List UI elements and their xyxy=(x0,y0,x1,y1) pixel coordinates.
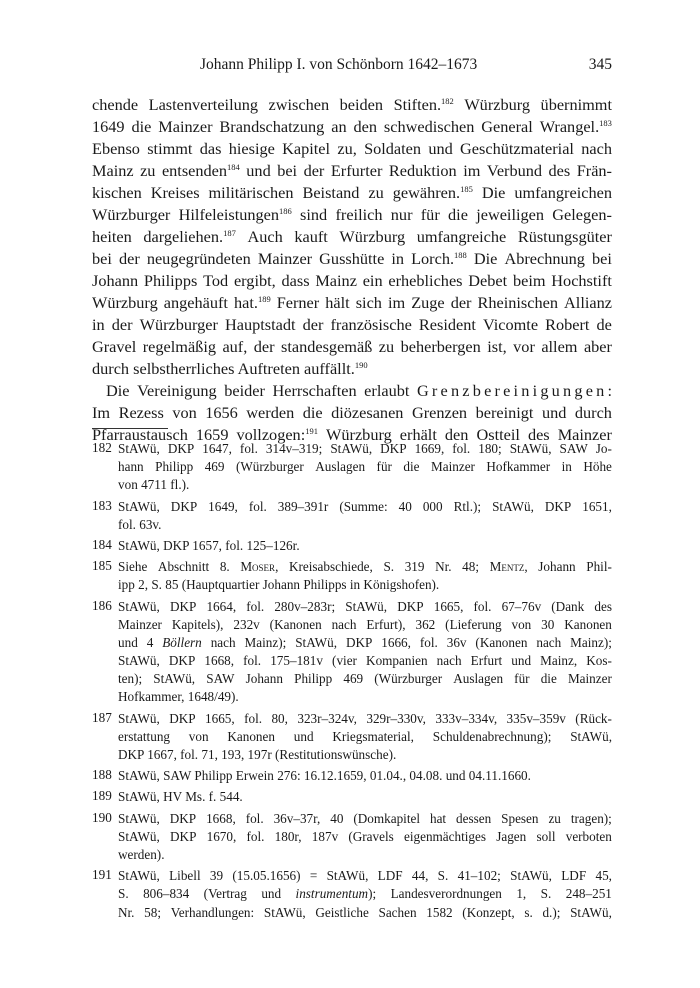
footnote-line: StAWü, DKP 1647, fol. 314v–319; StAWü, DKP 1669, fol. 180; StAWü, SAW Jo- xyxy=(118,441,612,456)
text-line: 1649 die Mainzer Brandschatzung an den schwedischen General Wrangel.$^{183}$ xyxy=(92,117,612,136)
footnote-number: 185 xyxy=(92,558,112,574)
footnote-number: 182 xyxy=(92,440,112,455)
text-line: bei der neugegründeten Mainzer Gusshütte in Lorch.$^{188}$ Die Abrechnung bei xyxy=(92,249,612,268)
text-line: Pfarraustausch 1659 vollzogen:$^{191}$ Würzburg erhält den Ostteil des Mainzer xyxy=(92,425,612,444)
footnote-number: 184 xyxy=(92,536,112,552)
text-line: heiten dargeliehen.$^{187}$ Auch kauft Würzburg umfangreiche Rüstungsgüter xyxy=(92,227,612,246)
running-title: Johann Philipp I. von Schönborn 1642–1673 xyxy=(200,56,478,73)
text-line: Gravel regelmäßig auf, der standesgemäß zu beherbergen ist, vor allem aber xyxy=(92,337,612,356)
footnote-line: werden). xyxy=(118,846,165,862)
footnote-number: 188 xyxy=(92,767,112,783)
footnote-number: 191 xyxy=(92,867,112,883)
main-text xyxy=(92,94,612,446)
footnote-line: StAWü, HV Ms. f. 544. xyxy=(118,789,243,805)
footnote-line: StAWü, Libell 39 (15.05.1656) = StAWü, LDF 44, S. 41–102; StAWü, LDF 45, xyxy=(118,868,612,884)
footnote xyxy=(92,498,612,534)
text-line: Im Rezess von 1656 werden die diözesanen Grenzen bereinigt und durch xyxy=(92,403,612,422)
footnote-line: Siehe Abschnitt 8. Moser, Kreisabschiede, S. 319 Nr. 48; Mentz, Johann Phil- xyxy=(118,559,612,575)
footnote-ref: 187 xyxy=(223,228,236,238)
footnote-line: von 4711 fl.). xyxy=(118,477,190,493)
footnote-line: Mainzer Kapitels), 232v (Kanonen nach Erfurt), 362 (Lieferung von 30 Kanonen xyxy=(118,616,612,632)
footnote-line: und 4 Böllern nach Mainz); StAWü, DKP 1666, fol. 36v (Kanonen nach Mainz); xyxy=(118,634,612,650)
footnote xyxy=(92,537,612,555)
footnote-line: StAWü, DKP 1668, fol. 36v–37r, 40 (Domkapitel hat dessen Spesen zu tragen); xyxy=(118,810,612,826)
footnote-line: Nr. 58; Verhandlungen: StAWü, Geistliche Sachen 1582 (Konzept, s. d.); StAWü, xyxy=(118,904,612,920)
footnote-number: 190 xyxy=(92,809,112,825)
footnote-line: StAWü, SAW Philipp Erwein 276: 16.12.1659, 01.04., 04.08. und 04.11.1660. xyxy=(118,768,531,784)
footnote-line: erstattung von Kanonen und Kriegsmaterial, Schuldenabrechnung); StAWü, xyxy=(118,728,612,744)
text-line: in der Würzburger Hauptstadt der französische Resident Vicomte Robert de xyxy=(92,315,612,334)
footnote-ref: 191 xyxy=(305,426,318,436)
footnotes xyxy=(92,440,612,925)
text-line: chende Lastenverteilung zwischen beiden Stiften.$^{182}$ Würzburg übernimmt xyxy=(92,95,612,114)
footnote-line: Hofkammer, 1648/49). xyxy=(118,689,239,705)
footnote xyxy=(92,558,612,594)
footnote-line: StAWü, DKP 1664, fol. 280v–283r; StAWü, DKP 1665, fol. 67–76v (Dank des xyxy=(118,598,612,614)
footnote-line: StAWü, DKP 1657, fol. 125–126r. xyxy=(118,537,300,553)
footnote-number: 189 xyxy=(92,788,112,804)
page-number: 345 xyxy=(588,56,612,73)
text-line: Würzburg angehäuft hat.$^{189}$ Ferner hält sich im Zuge der Rheinischen Allianz xyxy=(92,293,612,312)
footnote-number: 187 xyxy=(92,709,112,725)
text-line: durch selbstherrliches Auftreten auffällt.$^{190}$ xyxy=(92,359,368,378)
footnote xyxy=(92,867,612,922)
footnote-ref: 185 xyxy=(460,184,473,194)
footnote-ref: 186 xyxy=(279,206,292,216)
footnote-line: hann Philipp 469 (Würzburger Auslagen für die Mainzer Hofkammer in Höhe xyxy=(118,459,612,475)
footnote xyxy=(92,810,612,865)
footnote-ref: 182 xyxy=(441,96,454,106)
text-line: Johann Philipps Tod ergibt, dass Mainz ein erhebliches Debet beim Hochstift xyxy=(92,271,612,290)
footnote-line: S. 806–834 (Vertrag und instrumentum); Landesverordnungen 1, S. 248–251 xyxy=(118,886,612,902)
footnote-line: StAWü, DKP 1649, fol. 389–391r (Summe: 40 000 Rtl.); StAWü, DKP 1651, xyxy=(118,498,612,514)
footnote xyxy=(92,440,612,495)
text-line: kischen Kreises militärischen Beistand zu gewähren.$^{185}$ Die umfangreichen xyxy=(92,183,612,202)
footnote-line: ipp 2, S. 85 (Hauptquartier Johann Philipps in Königshofen). xyxy=(118,577,440,593)
footnote-number: 186 xyxy=(92,597,112,613)
running-header xyxy=(92,56,612,76)
footnote-ref: 183 xyxy=(599,118,612,128)
footnote xyxy=(92,788,612,806)
footnote-ref: 184 xyxy=(227,162,240,172)
text-line: Mainz zu entsenden$^{184}$ und bei der Erfurter Reduktion im Verbund des Frän- xyxy=(92,161,612,180)
text-line: Die Vereinigung beider Herrschaften erlaubt Grenzbereinigungen: xyxy=(106,381,612,400)
footnote-number: 183 xyxy=(92,497,112,513)
footnote xyxy=(92,767,612,785)
footnote-line: DKP 1667, fol. 71, 193, 197r (Restitutionswünsche). xyxy=(118,747,397,762)
footnote-line: StAWü, DKP 1665, fol. 80, 323r–324v, 329r–330v, 333v–334v, 335v–359v (Rück- xyxy=(118,710,612,726)
footnote-ref: 189 xyxy=(257,294,271,304)
footnote-line: ten); StAWü, SAW Johann Philipp 469 (Würzburger Auslagen für die Mainzer xyxy=(118,671,612,687)
footnote xyxy=(92,710,612,765)
footnote-line: StAWü, DKP 1668, fol. 175–181v (vier Kompanien nach Erfurt und Mainz, Kos- xyxy=(118,653,612,669)
footnote xyxy=(92,598,612,707)
text-line: Würzburger Hilfeleistungen$^{186}$ sind freilich nur für die jeweiligen Gelegen- xyxy=(92,205,612,224)
footnote-ref: 188 xyxy=(454,250,467,260)
footnote-line: fol. 63v. xyxy=(118,516,162,532)
footnote-line: StAWü, DKP 1670, fol. 180r, 187v (Gravels eigenmächtiges Jagen soll verboten xyxy=(118,828,612,844)
text-line: Ebenso stimmt das hiesige Kapitel zu, Soldaten und Geschützmaterial nach xyxy=(92,139,612,158)
footnote-separator xyxy=(92,428,168,429)
footnote-ref: 190 xyxy=(354,360,368,370)
